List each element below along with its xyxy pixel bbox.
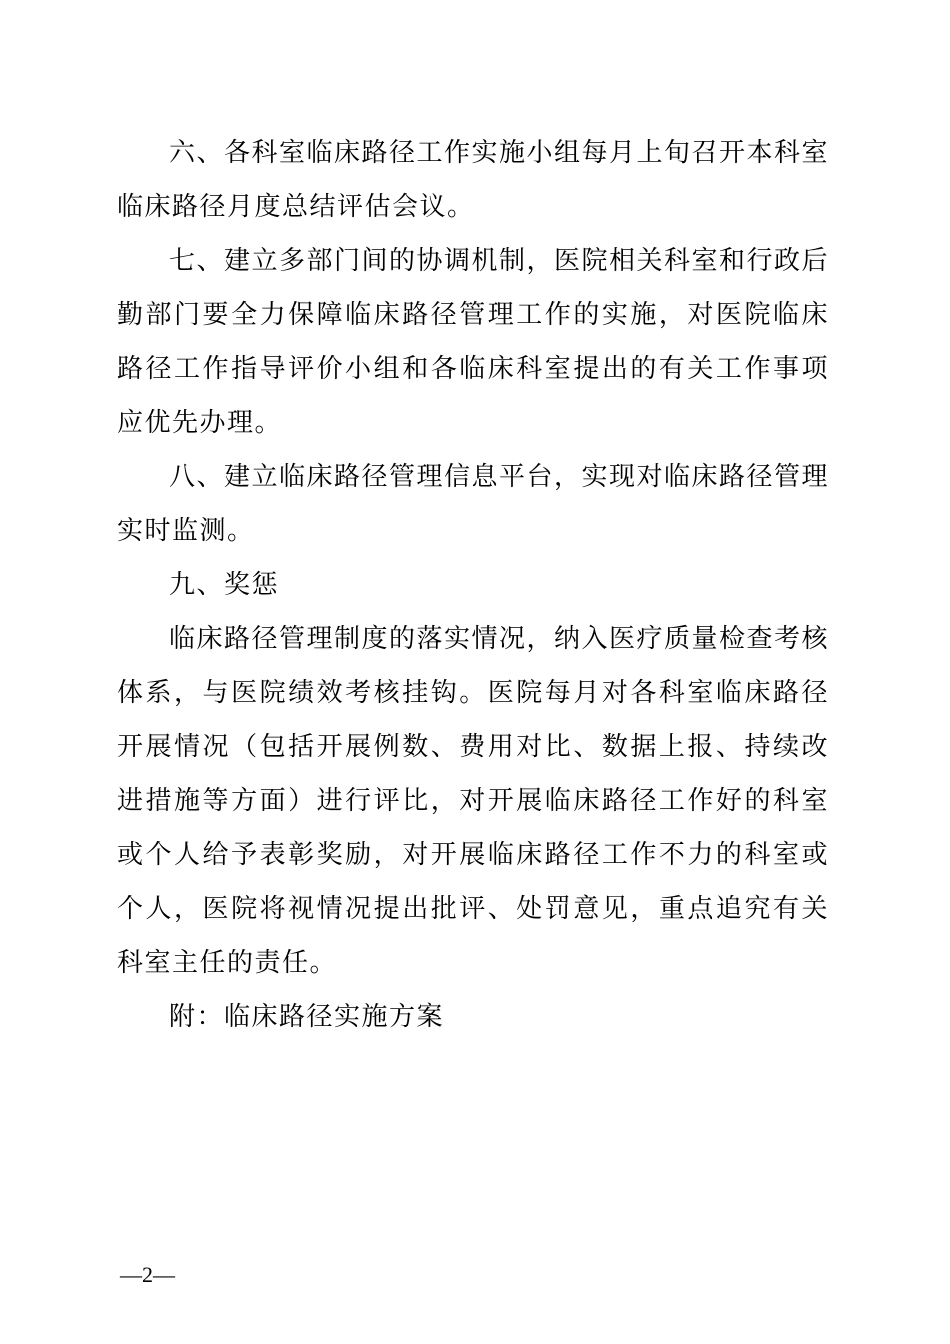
paragraph-rewards-penalties: 临床路径管理制度的落实情况，纳入医疗质量检查考核体系，与医院绩效考核挂钩。医院每月对各科室临床路径开展情况（包括开展例数、费用对比、数据上报、持续改进措施等方面）进行评比，对开展临床路径工作好的科室或个人给予表彰奖励，对开展临床路径工作不力的科室或个人，医院将视情况提出批评、处罚意见，重点追究有关科室主任的责任。 <box>117 624 830 978</box>
paragraph-eight: 八、建立临床路径管理信息平台，实现对临床路径管理实时监测。 <box>117 462 830 546</box>
paragraph-six: 六、各科室临床路径工作实施小组每月上旬召开本科室临床路径月度总结评估会议。 <box>117 138 830 222</box>
document-body <box>117 126 829 1044</box>
attachment-note: 附：临床路径实施方案 <box>169 1002 445 1032</box>
page-number: —2— <box>120 1262 175 1287</box>
section-heading-rewards-penalties: 九、奖惩 <box>169 570 280 600</box>
paragraph-seven: 七、建立多部门间的协调机制，医院相关科室和行政后勤部门要全力保障临床路径管理工作的实施，对医院临床路径工作指导评价小组和各临床科室提出的有关工作事项应优先办理。 <box>117 246 830 438</box>
